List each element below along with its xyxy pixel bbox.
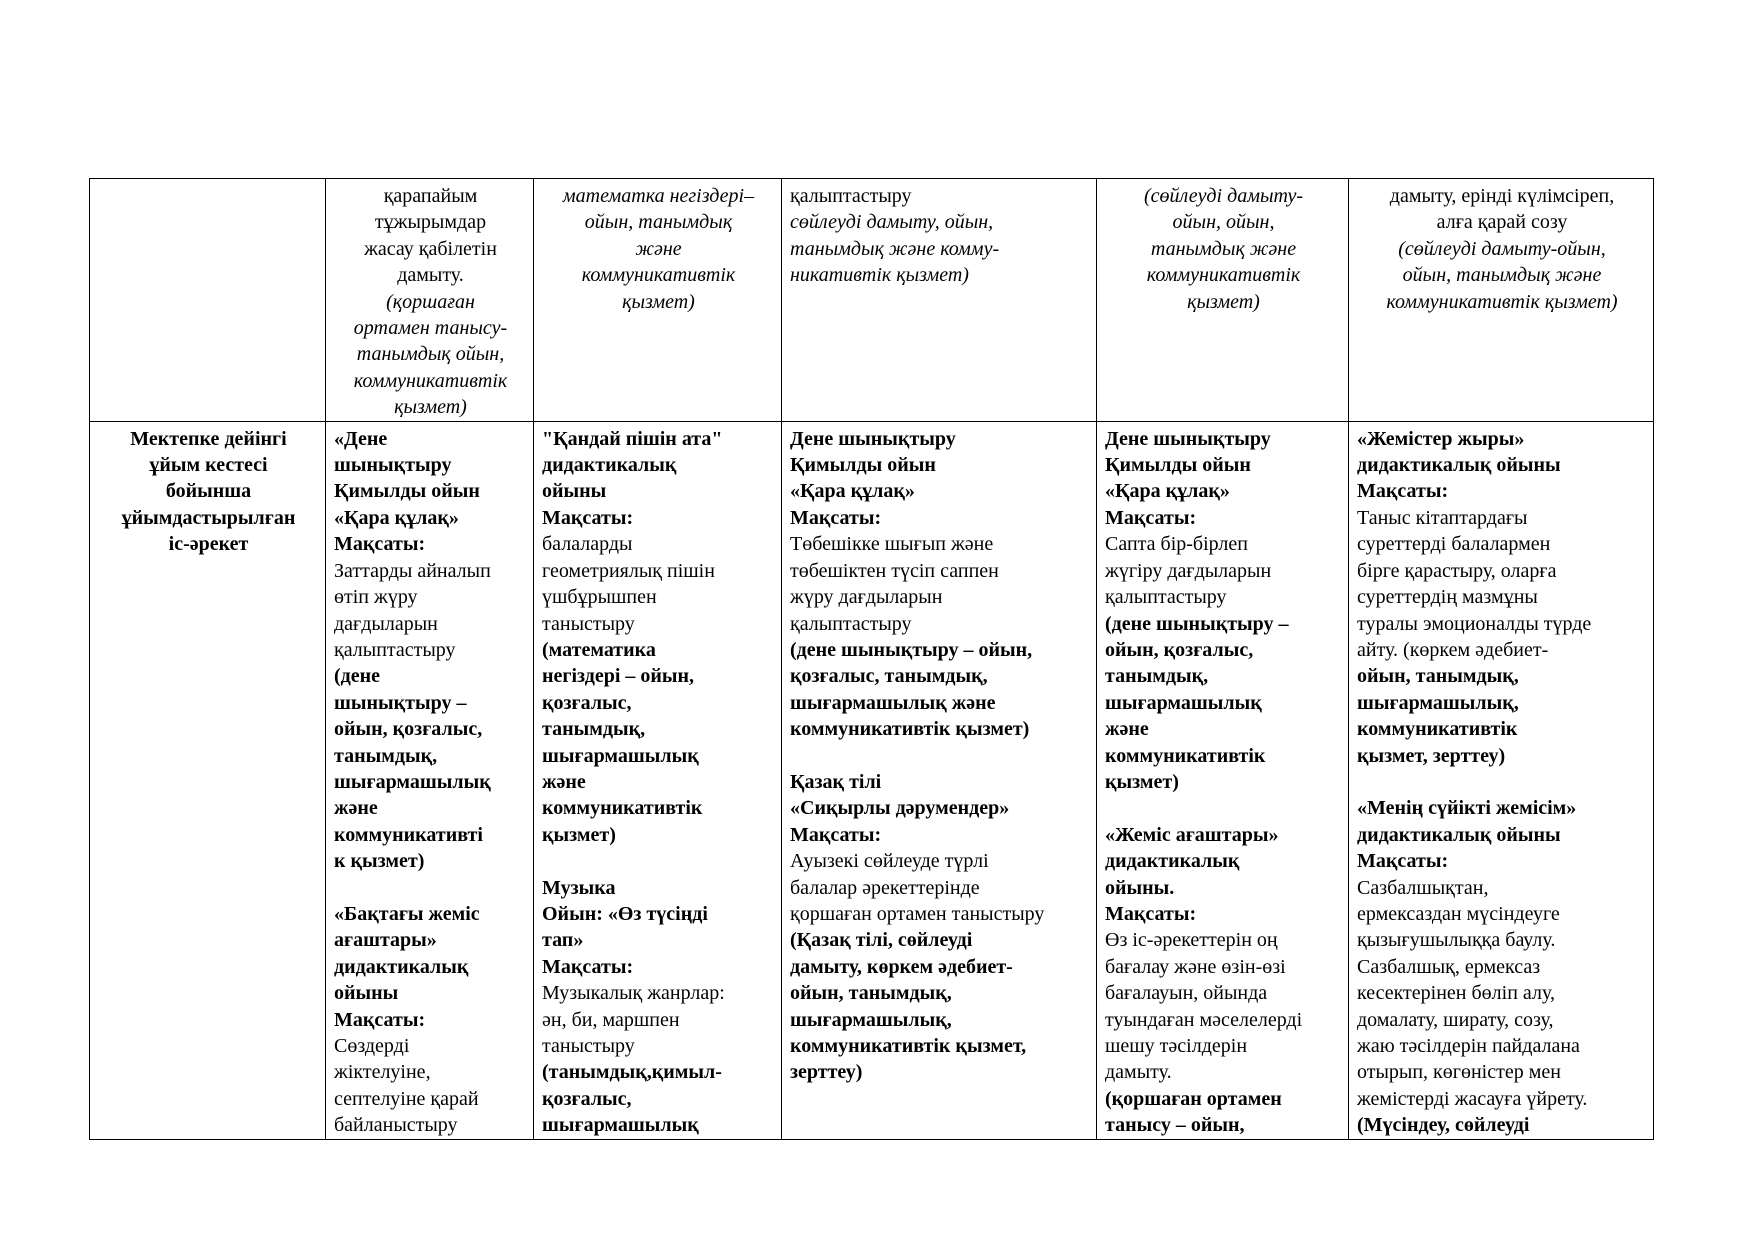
cell-text-line: танымдық,: [334, 744, 438, 767]
cell-text-line: (дене шынықтыру –: [1105, 612, 1289, 635]
cell-text-line: шығармашылық: [542, 1114, 699, 1137]
cell-text-line: және: [1105, 718, 1149, 741]
blank-line: [1357, 769, 1647, 795]
cell-text-line: балаларды: [542, 533, 633, 556]
cell-text-line: үшбұрышпен: [542, 586, 657, 609]
cell-text-line: коммуникативтік: [353, 369, 508, 392]
table-cell: [90, 421, 326, 1139]
cell-text-line: қалыптастыру: [1105, 586, 1227, 609]
table-cell: [326, 421, 534, 1139]
cell-text-line: дамыту.: [397, 264, 464, 287]
table-cell: [782, 179, 1097, 422]
cell-text-line: шығармашылық: [542, 744, 699, 767]
cell-text-line: туындаған мәселелерді: [1105, 1008, 1303, 1031]
cell-text-line: қызмет): [394, 396, 467, 419]
cell-text-line: «Сиқырлы дәрумендер»: [790, 797, 1010, 820]
cell-text-line: қызмет): [622, 290, 695, 313]
cell-text-line: ойын, қозғалыс,: [334, 718, 483, 741]
cell-text-line: ойын, танымдық және: [1402, 264, 1602, 287]
cell-text-line: «Жемістер жыры»: [1357, 427, 1525, 450]
cell-text-line: қозғалыс,: [542, 1087, 632, 1110]
cell-text-line: шығармашылық,: [1357, 691, 1519, 714]
table-row: [90, 179, 1654, 422]
cell-text-line: қалыптастыру: [790, 612, 912, 635]
cell-text-line: жаю тәсілдерін пайдалана: [1357, 1034, 1580, 1057]
cell-text-line: дидактикалық: [1105, 850, 1240, 873]
cell-text-line: Музыка: [542, 876, 616, 899]
cell-text-line: қалыптастыру: [790, 185, 912, 207]
cell-text-line: дидактикалық: [334, 955, 469, 978]
cell-text-line: ән, би, маршпен: [542, 1008, 680, 1031]
cell-text-line: ойыны: [334, 982, 399, 1005]
cell-text-line: және: [635, 237, 682, 260]
table-cell: [1097, 179, 1349, 422]
cell-text-line: математка негіздері–: [562, 185, 755, 207]
cell-text-line: ермексаздан мүсіндеуге: [1357, 902, 1560, 925]
cell-text-line: «Қара құлақ»: [790, 480, 915, 503]
blank-line: [334, 875, 527, 901]
cell-text-line: коммуникативтік: [1146, 264, 1301, 287]
cell-text-line: байланыстыру: [334, 1114, 458, 1137]
blank-line: [790, 743, 1090, 769]
cell-text-line: бағалау және өзін-өзі: [1105, 955, 1286, 978]
cell-text-line: ойын, қозғалыс,: [1105, 638, 1254, 661]
cell-text-line: қозғалыс, танымдық,: [790, 665, 988, 688]
cell-text-line: Мақсаты:: [334, 1008, 426, 1031]
cell-text-line: к қызмет): [334, 850, 425, 873]
cell-text-line: ойын, ойын,: [1172, 211, 1275, 234]
schedule-table: [89, 178, 1654, 1140]
cell-text-line: «Бақтағы жеміс: [334, 902, 480, 925]
cell-text-line: Заттарды айналып: [334, 559, 491, 582]
cell-text-line: балалар әрекеттерінде: [790, 876, 980, 899]
cell-text-line: «Қара құлақ»: [334, 506, 459, 529]
cell-text-line: ойын, танымдық,: [790, 982, 952, 1005]
cell-text-line: Мақсаты:: [1357, 850, 1449, 873]
cell-text-line: ойыны.: [1105, 876, 1175, 899]
cell-text-line: септелуіне қарай: [334, 1087, 479, 1110]
cell-text-line: Қазақ тілі: [790, 770, 882, 793]
cell-text-line: төбешіктен түсіп саппен: [790, 559, 999, 582]
cell-text-line: қозғалыс,: [542, 691, 632, 714]
cell-text-line: ойыны: [542, 480, 607, 503]
cell-text-line: танымдық,: [542, 718, 646, 741]
cell-text-line: Дене шынықтыру: [790, 427, 956, 450]
cell-text-line: (математика: [542, 638, 656, 661]
cell-text-line: Қимылды ойын: [1105, 454, 1251, 477]
table-row: [90, 421, 1654, 1139]
cell-text-line: қарапайым: [383, 185, 478, 207]
cell-text-line: «Менің сүйікті жемісім»: [1357, 797, 1577, 820]
table-cell: [1097, 421, 1349, 1139]
table-cell: [326, 179, 534, 422]
cell-text-line: шығармашылық және: [790, 691, 996, 714]
cell-text-line: дамыту, ерінді күлімсіреп,: [1389, 185, 1615, 207]
cell-text-line: ағаштары»: [334, 929, 437, 952]
cell-text-line: қызмет): [1105, 770, 1179, 793]
cell-text-line: (дене шынықтыру – ойын,: [790, 638, 1033, 661]
cell-text-line: шешу тәсілдерін: [1105, 1034, 1248, 1057]
cell-text-line: ойын, танымдық: [584, 211, 733, 234]
blank-line: [542, 848, 775, 874]
cell-text-line: ұйымдастырылған: [121, 506, 296, 529]
cell-text-line: Мақсаты:: [542, 506, 634, 529]
cell-text-line: Сөздерді: [334, 1034, 410, 1057]
table-cell: [1349, 421, 1654, 1139]
cell-text-line: алға қарай созу: [1436, 211, 1568, 234]
cell-text-line: коммуникативтік: [1357, 718, 1518, 741]
cell-text-line: геометриялық пішін: [542, 559, 715, 582]
cell-text-line: дамыту.: [1105, 1061, 1172, 1084]
cell-text-line: Ауызекі сөйлеуде түрлі: [790, 850, 989, 873]
cell-text-line: (қоршаған: [386, 290, 475, 313]
cell-text-line: никативтік қызмет): [790, 264, 969, 287]
cell-text-line: (Мүсіндеу, сөйлеуді: [1357, 1114, 1530, 1137]
cell-text-line: бірге қарастыру, оларға: [1357, 559, 1557, 582]
cell-text-line: жүгіру дағдыларын: [1105, 559, 1272, 582]
cell-text-line: зерттеу): [790, 1061, 863, 1084]
cell-text-line: кесектерінен бөліп алу,: [1357, 982, 1555, 1005]
cell-text-line: шығармашылық: [334, 770, 491, 793]
cell-text-line: жасау қабілетін: [364, 237, 497, 260]
cell-text-line: коммуникативтік: [1105, 744, 1266, 767]
cell-text-line: суреттерді балалармен: [1357, 533, 1551, 556]
cell-text-line: қоршаған ортамен таныстыру: [790, 902, 1045, 925]
cell-text-line: қалыптастыру: [334, 638, 456, 661]
cell-text-line: Төбешікке шығып және: [790, 533, 994, 556]
table-cell: [90, 179, 326, 422]
cell-text-line: «Жеміс ағаштары»: [1105, 823, 1279, 846]
cell-text-line: коммуникативтік: [581, 264, 736, 287]
cell-text-line: (Қазақ тілі, сөйлеуді: [790, 929, 973, 952]
cell-text-line: дидактикалық ойыны: [1357, 454, 1561, 477]
table-cell: [1349, 179, 1654, 422]
cell-text-line: Дене шынықтыру: [1105, 427, 1271, 450]
cell-text-line: бойынша: [165, 480, 252, 503]
cell-text-line: «Дене: [334, 427, 388, 450]
cell-text-line: (танымдық,қимыл-: [542, 1061, 722, 1084]
cell-text-line: дамыту, көркем әдебиет-: [790, 955, 1013, 978]
table-cell: [534, 421, 782, 1139]
cell-text-line: тұжырымдар: [374, 211, 487, 234]
cell-text-line: және: [334, 797, 378, 820]
cell-text-line: коммуникативтік қызмет,: [790, 1034, 1027, 1057]
cell-text-line: қызмет, зерттеу): [1357, 744, 1506, 767]
cell-text-line: танысу – ойын,: [1105, 1114, 1245, 1137]
blank-line: [1105, 795, 1342, 821]
cell-text-line: Мақсаты:: [1357, 480, 1449, 503]
cell-text-line: Мақсаты:: [790, 506, 882, 529]
cell-text-line: Мақсаты:: [1105, 506, 1197, 529]
cell-text-line: (қоршаған ортамен: [1105, 1087, 1282, 1110]
table-cell: [534, 179, 782, 422]
cell-text-line: (сөйлеуді дамыту-ойын,: [1398, 237, 1606, 260]
cell-text-line: шығармашылық: [1105, 691, 1262, 714]
cell-text-line: суреттердің мазмұны: [1357, 586, 1538, 609]
cell-text-line: танымдық,: [1105, 665, 1209, 688]
cell-text-line: Сапта бір-бірлеп: [1105, 533, 1248, 556]
cell-text-line: ұйым кестесі: [149, 454, 268, 477]
cell-text-line: таныстыру: [542, 1034, 635, 1057]
table-cell: [782, 421, 1097, 1139]
cell-text-line: негіздері – ойын,: [542, 665, 695, 688]
cell-text-line: Мақсаты:: [790, 823, 882, 846]
cell-text-line: танымдық және комму-: [790, 237, 1000, 260]
cell-text-line: қызығушылыққа баулу.: [1357, 929, 1556, 952]
cell-text-line: Мақсаты:: [1105, 902, 1197, 925]
cell-text-line: коммуникативтік қызмет): [790, 718, 1030, 741]
cell-text-line: дидактикалық: [542, 454, 677, 477]
cell-text-line: Мақсаты:: [542, 955, 634, 978]
cell-text-line: шынықтыру: [334, 454, 452, 477]
cell-text-line: туралы эмоционалды түрде: [1357, 612, 1592, 635]
cell-text-line: айту. (көркем әдебиет-: [1357, 638, 1549, 661]
cell-text-line: шығармашылық,: [790, 1008, 952, 1031]
cell-text-line: Өз іс-әрекеттерін оң: [1105, 929, 1278, 952]
cell-text-line: дидактикалық ойыны: [1357, 823, 1561, 846]
cell-text-line: бағалауын, ойында: [1105, 982, 1268, 1005]
cell-text-line: дағдыларын: [334, 612, 438, 635]
cell-text-line: Сазбалшық, ермексаз: [1357, 955, 1541, 978]
cell-text-line: ойын, танымдық,: [1357, 665, 1519, 688]
cell-text-line: шынықтыру –: [334, 691, 467, 714]
cell-text-line: Қимылды ойын: [334, 480, 480, 503]
cell-text-line: Мектепке дейінгі: [130, 427, 287, 450]
cell-text-line: тап»: [542, 929, 584, 952]
cell-text-line: іс-әрекет: [168, 533, 249, 556]
cell-text-line: Ойын: «Өз түсіңді: [542, 902, 708, 925]
cell-text-line: Таныс кітаптардағы: [1357, 506, 1528, 529]
cell-text-line: домалату, ширату, созу,: [1357, 1008, 1554, 1031]
cell-text-line: өтіп жүру: [334, 586, 418, 609]
cell-text-line: қызмет): [542, 823, 616, 846]
cell-text-line: жүру дағдыларын: [790, 586, 943, 609]
cell-text-line: таныстыру: [542, 612, 635, 635]
cell-text-line: Мақсаты:: [334, 533, 426, 556]
cell-text-line: коммуникативтік: [542, 797, 703, 820]
cell-text-line: ортамен танысу-: [353, 317, 508, 340]
cell-text-line: жемістерді жасауға үйрету.: [1357, 1087, 1588, 1110]
cell-text-line: "Қандай пішін ата": [542, 427, 723, 450]
cell-text-line: қызмет): [1187, 290, 1260, 313]
cell-text-line: Қимылды ойын: [790, 454, 936, 477]
cell-text-line: танымдық және: [1150, 237, 1297, 260]
cell-text-line: сөйлеуді дамыту, ойын,: [790, 211, 994, 234]
cell-text-line: «Қара құлақ»: [1105, 480, 1230, 503]
cell-text-line: коммуникативтік қызмет): [1386, 290, 1618, 313]
cell-text-line: Музыкалық жанрлар:: [542, 982, 725, 1005]
cell-text-line: танымдық ойын,: [356, 343, 505, 366]
cell-text-line: Сазбалшықтан,: [1357, 876, 1489, 899]
cell-text-line: жіктелуіне,: [334, 1061, 431, 1084]
cell-text-line: отырып, көгөністер мен: [1357, 1061, 1561, 1084]
cell-text-line: коммуникативті: [334, 823, 483, 846]
cell-text-line: және: [542, 770, 586, 793]
cell-text-line: (дене: [334, 665, 381, 688]
cell-text-line: (сөйлеуді дамыту-: [1143, 185, 1304, 207]
